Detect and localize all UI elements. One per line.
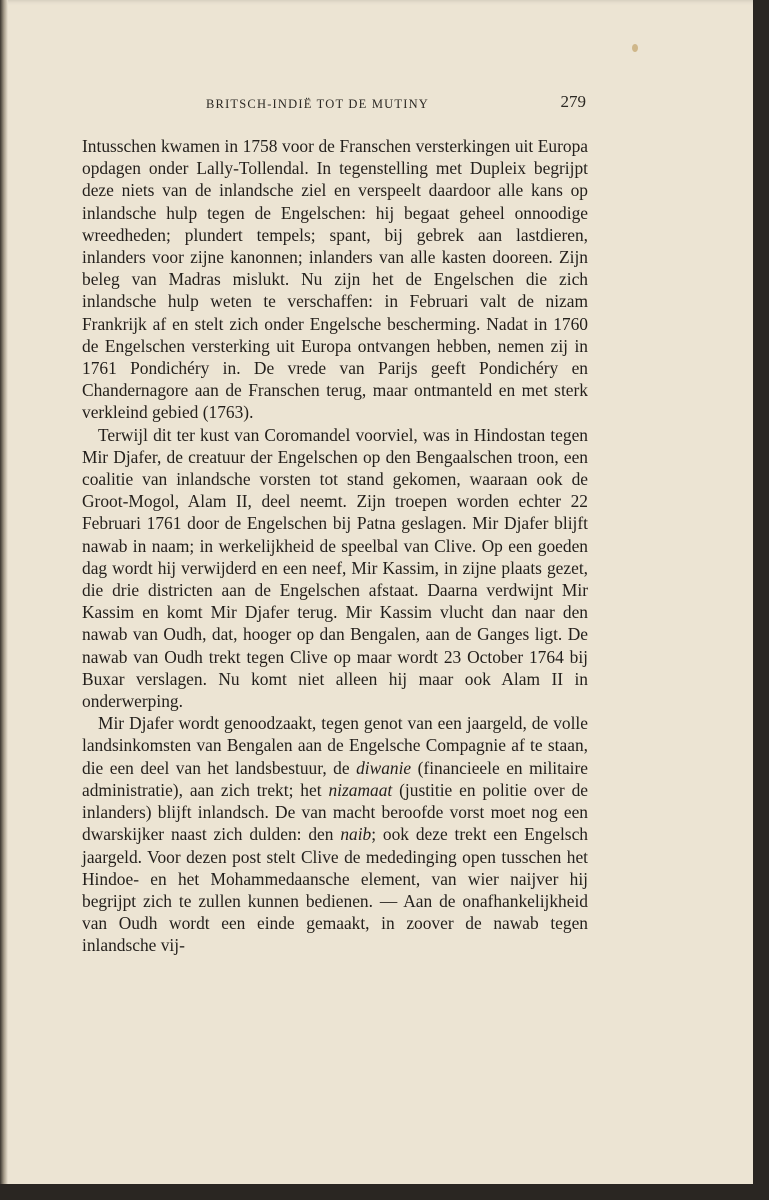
running-title: BRITSCH-INDIË TOT DE MUTINY [206, 97, 430, 111]
paragraph-3-part-d: ; ook deze trekt een Engelsch jaargeld. Voor dezen post stelt Clive de mededinging open tusschen het Hindoe- en het Mohammedaansche element, van wier naijver hij begrijpt zich te zullen kunnen bedienen. — Aan de onafhankelijkheid van Oudh wordt een einde gemaakt, in zoover de nawab tegen inlandsche vij- [82, 824, 588, 956]
paragraph-3-part-a: Mir Djafer wordt genoodzaakt, tegen genot van een jaargeld, de volle landsinkomsten van Bengalen aan de Engelsche Compagnie af te staan, die een deel van het landsbestuur, de [82, 713, 588, 778]
term-naib: naib [340, 824, 372, 845]
page-right-edge [753, 0, 761, 1192]
paragraph-3-part-b: (financieele en militaire administratie), aan zich trekt; het [82, 757, 589, 800]
paper-stain [632, 44, 638, 52]
page-gutter [0, 0, 8, 1192]
paragraph-2: Terwijl dit ter kust van Coromandel voorviel, was in Hindostan tegen Mir Djafer, de creatuur der Engelschen op den Bengaalschen troon, een coalitie van inlandsche vorsten tot stand gekomen, waaraan ook de Groot-Mogol, Alam II, deel neemt. Zijn troepen worden echter 22 Februari 1761 door de Engelschen bij Patna geslagen. Mir Djafer blijft nawab in naam; in werkelijkheid de speelbal van Clive. Op een goeden dag wordt hij verwijderd en een neef, Mir Kassim, in zijne plaats gezet, die drie districten aan de Engelschen afstaat. Daarna verdwijnt Mir Kassim en komt Mir Djafer terug. Mir Kassim vlucht dan naar den nawab van Oudh, dat, hooger op dan Bengalen, aan de Ganges ligt. De nawab van Oudh trekt tegen Clive op maar wordt 23 October 1764 bij Buxar verslagen. Nu komt niet alleen hij maar ook Alam II in onderwerping. [82, 424, 588, 712]
paragraph-3 [82, 712, 588, 956]
page-bottom-edge [0, 1184, 761, 1192]
paragraph-1: Intusschen kwamen in 1758 voor de Franschen versterkingen uit Europa opdagen onder Lally-Tollendal. In tegenstelling met Dupleix begrijpt deze niets van de inlandsche ziel en verspeelt daardoor alle kans op inlandsche hulp tegen de Engelschen: hij begaat geheel onnoodige wreedheden; plundert tempels; spant, bij gebrek aan lastdieren, inlanders voor zijne kanonnen; inlanders van alle kasten dooreen. Zijn beleg van Madras mislukt. Nu zijn het de Engelschen die zich inlandsche hulp weten te verschaffen: in Februari valt de nizam Frankrijk af en stelt zich onder Engelsche bescherming. Nadat in 1760 de Engelschen versterking uit Europa ontvangen hebben, nemen zij in 1761 Pondichéry in. De vrede van Parijs geeft Pondichéry en Chandernagore aan de Franschen terug, maar ontmanteld en met sterk verkleind gebied (1763). [82, 136, 588, 423]
term-diwanie: diwanie [356, 757, 412, 778]
body-text [82, 135, 588, 957]
term-nizamaat: nizamaat [328, 779, 393, 800]
paragraph-3-part-c: (justitie en politie over de inlanders) blijft inlandsch. De van macht beroofde vorst moet nog een dwarskijker naast zich dulden: den [82, 779, 588, 845]
page-header [206, 92, 586, 118]
page-number: 279 [560, 92, 586, 111]
